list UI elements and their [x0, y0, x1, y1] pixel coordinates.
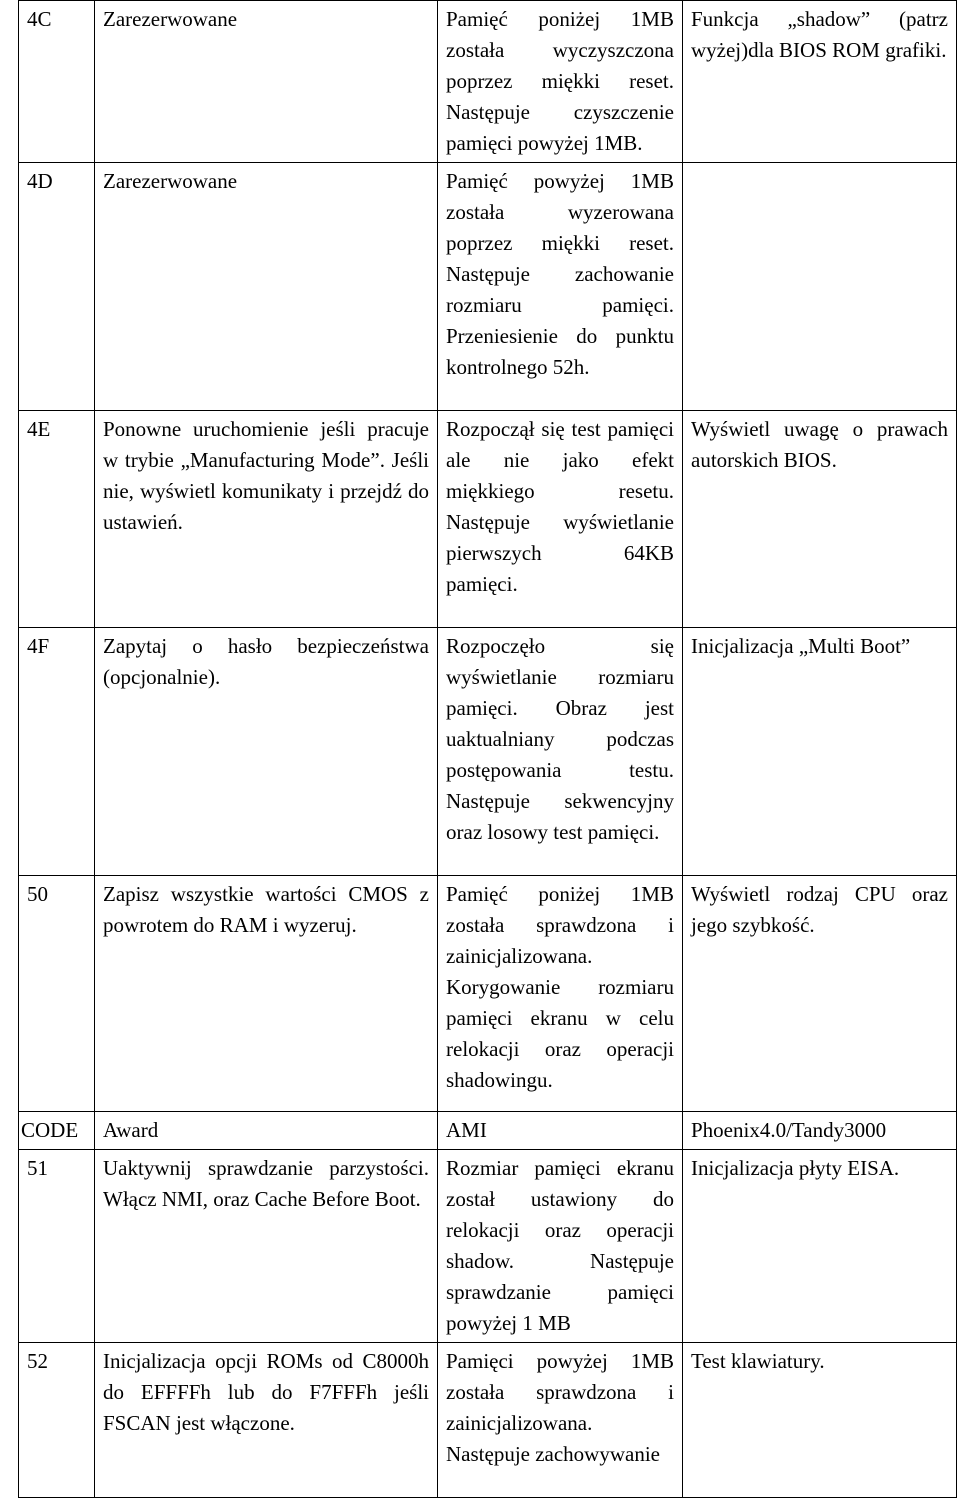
ami-cell: Pamięci powyżej 1MB została sprawdzona i zainicjalizowana. Następuje zachowywanie [438, 1343, 683, 1498]
phoenix-cell: Test klawiatury. [683, 1343, 957, 1498]
code-cell: 4E [19, 411, 95, 628]
table-row-50 [19, 876, 957, 1112]
ami-cell: Pamięć poniżej 1MB została sprawdzona i zainicjalizowana. Korygowanie rozmiaru pamięci ekranu w celu relokacji oraz operacji shadowingu. [438, 876, 683, 1112]
header-code: CODE [19, 1112, 95, 1150]
code-cell: 51 [19, 1150, 95, 1343]
phoenix-cell [683, 163, 957, 411]
award-cell: Zarezerwowane [95, 1, 438, 163]
code-cell: 4C [19, 1, 95, 163]
header-award: Award [95, 1112, 438, 1150]
code-cell: 52 [19, 1343, 95, 1498]
phoenix-cell: Wyświetl uwagę o prawach autorskich BIOS. [683, 411, 957, 628]
ami-cell: Pamięć powyżej 1MB została wyzerowana poprzez miękki reset. Następuje zachowanie rozmiaru pamięci. Przeniesienie do punktu kontrolnego 52h. [438, 163, 683, 411]
table-row-4c [19, 1, 957, 163]
phoenix-cell: Wyświetl rodzaj CPU oraz jego szybkość. [683, 876, 957, 1112]
table-row-4d [19, 163, 957, 411]
table-row-51 [19, 1150, 957, 1343]
award-cell: Inicjalizacja opcji ROMs od C8000h do EFFFFh lub do F7FFFh jeśli FSCAN jest włączone. [95, 1343, 438, 1498]
phoenix-cell: Funkcja „shadow” (patrz wyżej)dla BIOS ROM grafiki. [683, 1, 957, 163]
ami-cell: Rozpoczął się test pamięci ale nie jako efekt miękkiego resetu. Następuje wyświetlanie pierwszych 64KB pamięci. [438, 411, 683, 628]
ami-cell: Rozpoczęło się wyświetlanie rozmiaru pamięci. Obraz jest uaktualniany podczas postępowania testu. Następuje sekwencyjny oraz losowy test pamięci. [438, 628, 683, 876]
ami-cell: Pamięć poniżej 1MB została wyczyszczona poprzez miękki reset. Następuje czyszczenie pamięci powyżej 1MB. [438, 1, 683, 163]
code-cell: 4F [19, 628, 95, 876]
award-cell: Uaktywnij sprawdzanie parzystości. Włącz NMI, oraz Cache Before Boot. [95, 1150, 438, 1343]
table-row-52 [19, 1343, 957, 1498]
phoenix-cell: Inicjalizacja płyty EISA. [683, 1150, 957, 1343]
ami-cell: Rozmiar pamięci ekranu został ustawiony do relokacji oraz operacji shadow. Następuje sprawdzanie pamięci powyżej 1 MB [438, 1150, 683, 1343]
header-ami: AMI [438, 1112, 683, 1150]
table-row-4f [19, 628, 957, 876]
award-cell: Zapytaj o hasło bezpieczeństwa (opcjonalnie). [95, 628, 438, 876]
header-phoenix: Phoenix4.0/Tandy3000 [683, 1112, 957, 1150]
award-cell: Zarezerwowane [95, 163, 438, 411]
phoenix-cell: Inicjalizacja „Multi Boot” [683, 628, 957, 876]
table-header-row [19, 1112, 957, 1150]
code-cell: 50 [19, 876, 95, 1112]
award-cell: Zapisz wszystkie wartości CMOS z powrotem do RAM i wyzeruj. [95, 876, 438, 1112]
code-cell: 4D [19, 163, 95, 411]
table-row-4e [19, 411, 957, 628]
award-cell: Ponowne uruchomienie jeśli pracuje w trybie „Manufacturing Mode”. Jeśli nie, wyświetl komunikaty i przejdź do ustawień. [95, 411, 438, 628]
post-codes-table [18, 0, 957, 1498]
